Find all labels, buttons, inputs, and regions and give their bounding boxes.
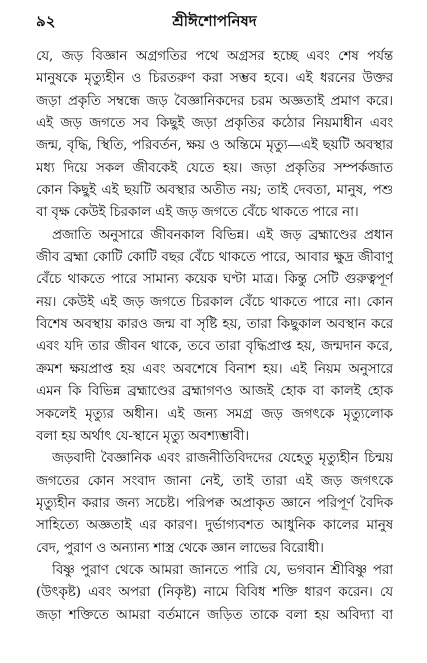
page-header bbox=[36, 10, 393, 32]
text-line: বেঁচে থাকতে পারে সামান্য কয়েক ঘণ্টা মাত্র। কিন্তু সেটি গুরুত্বপূর্ণ bbox=[36, 272, 393, 288]
text-line: জড়া প্রকৃতি সম্বন্ধে জড় বৈজ্ঞানিকদের চরম অজ্ঞতাই প্রমাণ করে। bbox=[36, 93, 393, 109]
running-title: শ্রীঈশোপনিষদ bbox=[172, 12, 257, 30]
text-line: যে, জড় বিজ্ঞান অগ্রগতির পথে অগ্রসর হচ্ছে এবং শেষ পর্যন্ত bbox=[36, 49, 393, 64]
text-line: (উৎকৃষ্ট) এবং অপরা (নিকৃষ্ট) নামে বিবিধ শক্তি ধারণ করেন। যে bbox=[36, 585, 393, 601]
page-number: ৯২ bbox=[36, 12, 56, 30]
text-line: জন্ম, বৃদ্ধি, স্থিতি, পরিবর্তন, ক্ষয় ও অন্তিমে মৃত্যু—এই ছয়টি অবস্থার bbox=[36, 138, 393, 154]
text-line: বলা হয় অর্থাৎ যে-স্থানে মৃত্যু অবশ্যম্ভাবী। bbox=[36, 428, 249, 444]
text-line: সকলেই মৃত্যুর অধীন। এই জন্য সমগ্র জড় জগৎকে মৃত্যুলোক bbox=[36, 406, 393, 422]
text-line: এই জড় জগতে সব কিছুই জড়া প্রকৃতির কঠোর নিয়মাধীন এবং bbox=[36, 116, 393, 132]
text-line: জড়া শক্তিতে আমরা বর্তমানে জড়িত তাকে বলা হয় অবিদ্যা বা bbox=[36, 607, 393, 623]
text-line: বিষ্ণু পুরাণ থেকে আমরা জানতে পারি যে, ভগবান শ্রীবিষ্ণু পরা bbox=[52, 562, 393, 578]
text-line: মৃত্যুহীন করার জন্য সচেষ্ট। পরিপক্ব অপ্রাকৃত জ্ঞানে পরিপূর্ণ বৈদিক bbox=[36, 495, 393, 511]
text-line: এবং যদি তার জীবন থাকে, তবে তারা বৃদ্ধিপ্রাপ্ত হয়, জন্মদান করে, bbox=[36, 339, 393, 355]
text-line: জগতের কোন সংবাদ জানা নেই, তাই তারা এই জড় জগৎকে bbox=[36, 473, 393, 489]
body-text bbox=[36, 46, 393, 627]
text-line: বিশেষ অবস্থায় কারও জন্ম বা সৃষ্টি হয়, তারা কিছুকাল অবস্থান করে bbox=[36, 317, 393, 333]
text-line: কোন কিছুই এই ছয়টি অবস্থার অতীত নয়; তাই দেবতা, মানুষ, পশু bbox=[36, 183, 393, 199]
text-line: জীব ব্রহ্মা কোটি কোটি বছর বেঁচে থাকতে পারে, আবার ক্ষুদ্র জীবাণু bbox=[36, 250, 393, 266]
text-line: জড়বাদী বৈজ্ঞানিক এবং রাজনীতিবিদদের যেহেতু মৃত্যুহীন চিন্ময় bbox=[52, 451, 393, 467]
text-line: সাহিত্যে অজ্ঞতাই এর কারণ। দুর্ভাগ্যবশত আধুনিক কালের মানুষ bbox=[36, 518, 393, 534]
text-line: প্রজাতি অনুসারে জীবনকাল বিভিন্ন। এই জড় ব্রহ্মাণ্ডের প্রধান bbox=[52, 227, 393, 243]
text-line: মধ্য দিয়ে সকল জীবকেই যেতে হয়। জড়া প্রকৃতির সম্পর্কজাত bbox=[36, 160, 393, 176]
text-line: মানুষকে মৃত্যুহীন ও চিরতরুণ করা সম্ভব হবে। এই ধরনের উক্তর bbox=[36, 71, 393, 87]
text-line: বেদ, পুরাণ ও অন্যান্য শাস্ত্র থেকে জ্ঞান লাভের বিরোধী। bbox=[36, 540, 324, 556]
text-line: ক্রমশ ক্ষয়প্রাপ্ত হয় এবং অবশেষে বিনাশ হয়। এই নিয়ম অনুসারে bbox=[36, 361, 393, 377]
text-line: এমন কি বিভিন্ন ব্রহ্মাণ্ডের ব্রহ্মাগণও আজই হোক বা কালই হোক bbox=[36, 384, 393, 400]
text-line: নয়। কেউই এই জড় জগতে চিরকাল বেঁচে থাকতে পারে না। কোন bbox=[36, 294, 393, 310]
text-line: বা বৃক্ষ কেউই চিরকাল এই জড় জগতে বেঁচে থাকতে পারে না। bbox=[36, 205, 359, 221]
